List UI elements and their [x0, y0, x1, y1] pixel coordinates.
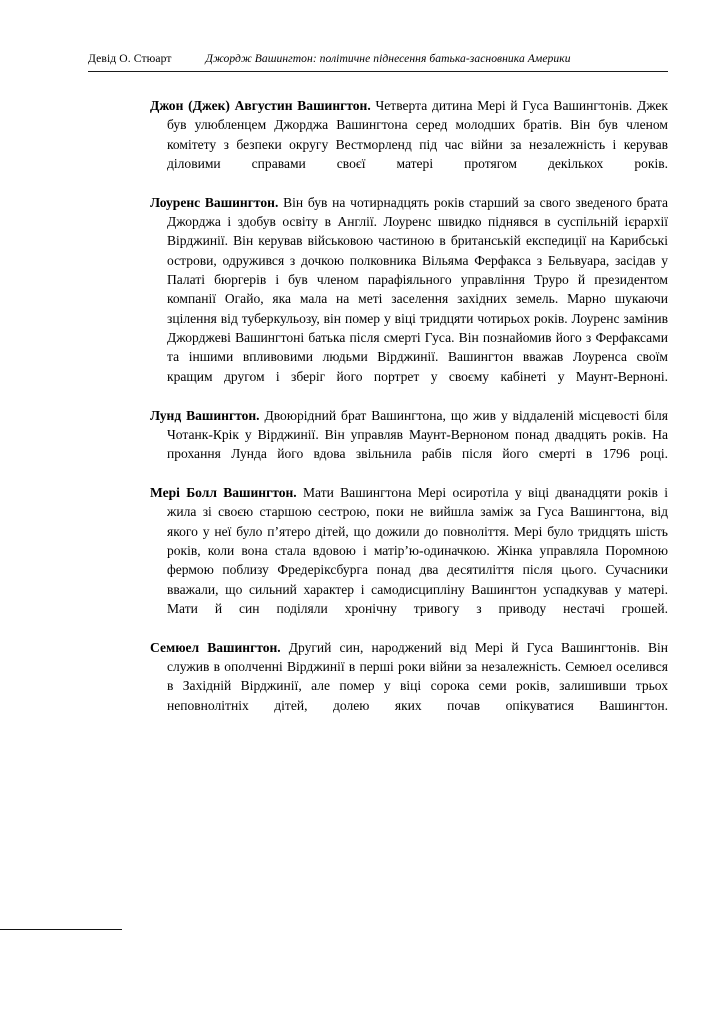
entry-term: Семюел Вашингтон.: [150, 639, 281, 655]
glossary-entry: [150, 638, 668, 735]
glossary-entry: [150, 406, 668, 483]
glossary-entry-list: [150, 96, 668, 734]
entry-term: Лоуренс Вашингтон.: [150, 194, 279, 210]
entry-description: Двоюрідний брат Вашингтона, що жив у віддаленій місцевості біля Чотанк-Крік у Вірджинії. Він управляв Маунт-Верноном понад двадцять років. На прохання Лунда його вдова звільнила рабів після його смерті в 1796 році.: [167, 407, 668, 462]
entry-term: Джон (Джек) Августин Вашингтон.: [150, 98, 371, 113]
glossary-entry: [150, 483, 668, 638]
entry-term: Лунд Вашингтон.: [150, 407, 260, 423]
running-head-title: Джордж Вашингтон: політичне піднесення батька-засновника Америки: [205, 52, 571, 65]
entry-term: Мері Болл Вашингтон.: [150, 484, 297, 500]
footnote-separator-rule: [0, 929, 122, 930]
entry-description: Четверта дитина Мері й Гуса Вашингтонів. Джек був улюбленцем Джорджа Вашингтона серед молодших братів. Він був членом комітету з безпеки округу Вестморленд під час війни за незалежність і керував діловими справами своєї матері протягом декількох років.: [167, 98, 669, 172]
glossary-entry: [150, 96, 668, 193]
running-head: [88, 51, 668, 72]
entry-description: Він був на чотирнадцять років старший за свого зведеного брата Джорджа і здобув освіту в Англії. Лоуренс швидко піднявся в суспільній ієрархії Вірджинії. Він керував військовою частиною в британській експедиції на Карибські острови, одружився з дочкою полковника Вільяма Ферфакса з Бельвуара, засідав у Палаті бюргерів і був членом парафіяльного управління Труро й президентом компанії Огайо, яка мала на меті заселення західних земель. Марно шукаючи зцілення від туберкульозу, він помер у віці тридцяти чотирьох років. Лоуренс замінив Джорджеві Вашингтоні батька після смерті Гуса. Він познайомив його з Ферфаксами та іншими впливовими людьми Вірджинії. Вашингтон вважав Лоуренса своїм кращим другом і зберіг його портрет у своєму кабінеті у Маунт-Верноні.: [167, 194, 668, 384]
running-head-author: Девід О. Стюарт: [88, 52, 172, 65]
glossary-entry: [150, 193, 668, 406]
entry-description: Другий син, народжений від Мері й Гуса Вашингтонів. Він служив в ополченні Вірджинії в перші роки війни за незалежність. Семюел оселився в Західній Вірджинії, але помер у віці сорока семи років, залишивши трьох неповнолітніх дітей, долею яких почав опікуватися Вашингтон.: [167, 639, 668, 713]
entry-description: Мати Вашингтона Мері осиротіла у віці дванадцяти років і жила зі своєю старшою сестрою, поки не вийшла заміж за Гуса Вашингтона, від якого у неї було п’ятеро дітей, що дожили до повноліття. Мері було тридцять шість років, коли вона стала вдовою і матір’ю-одиначкою. Жінка управляла Поромною фермою поблизу Фредеріксбурга понад два десятиліття після цього. Сучасники вважали, що сильний характер і самодисципліну Вашингтон успадкував у матері. Мати й син поділяли хронічну тривогу з приводу нестачі грошей.: [167, 484, 669, 616]
